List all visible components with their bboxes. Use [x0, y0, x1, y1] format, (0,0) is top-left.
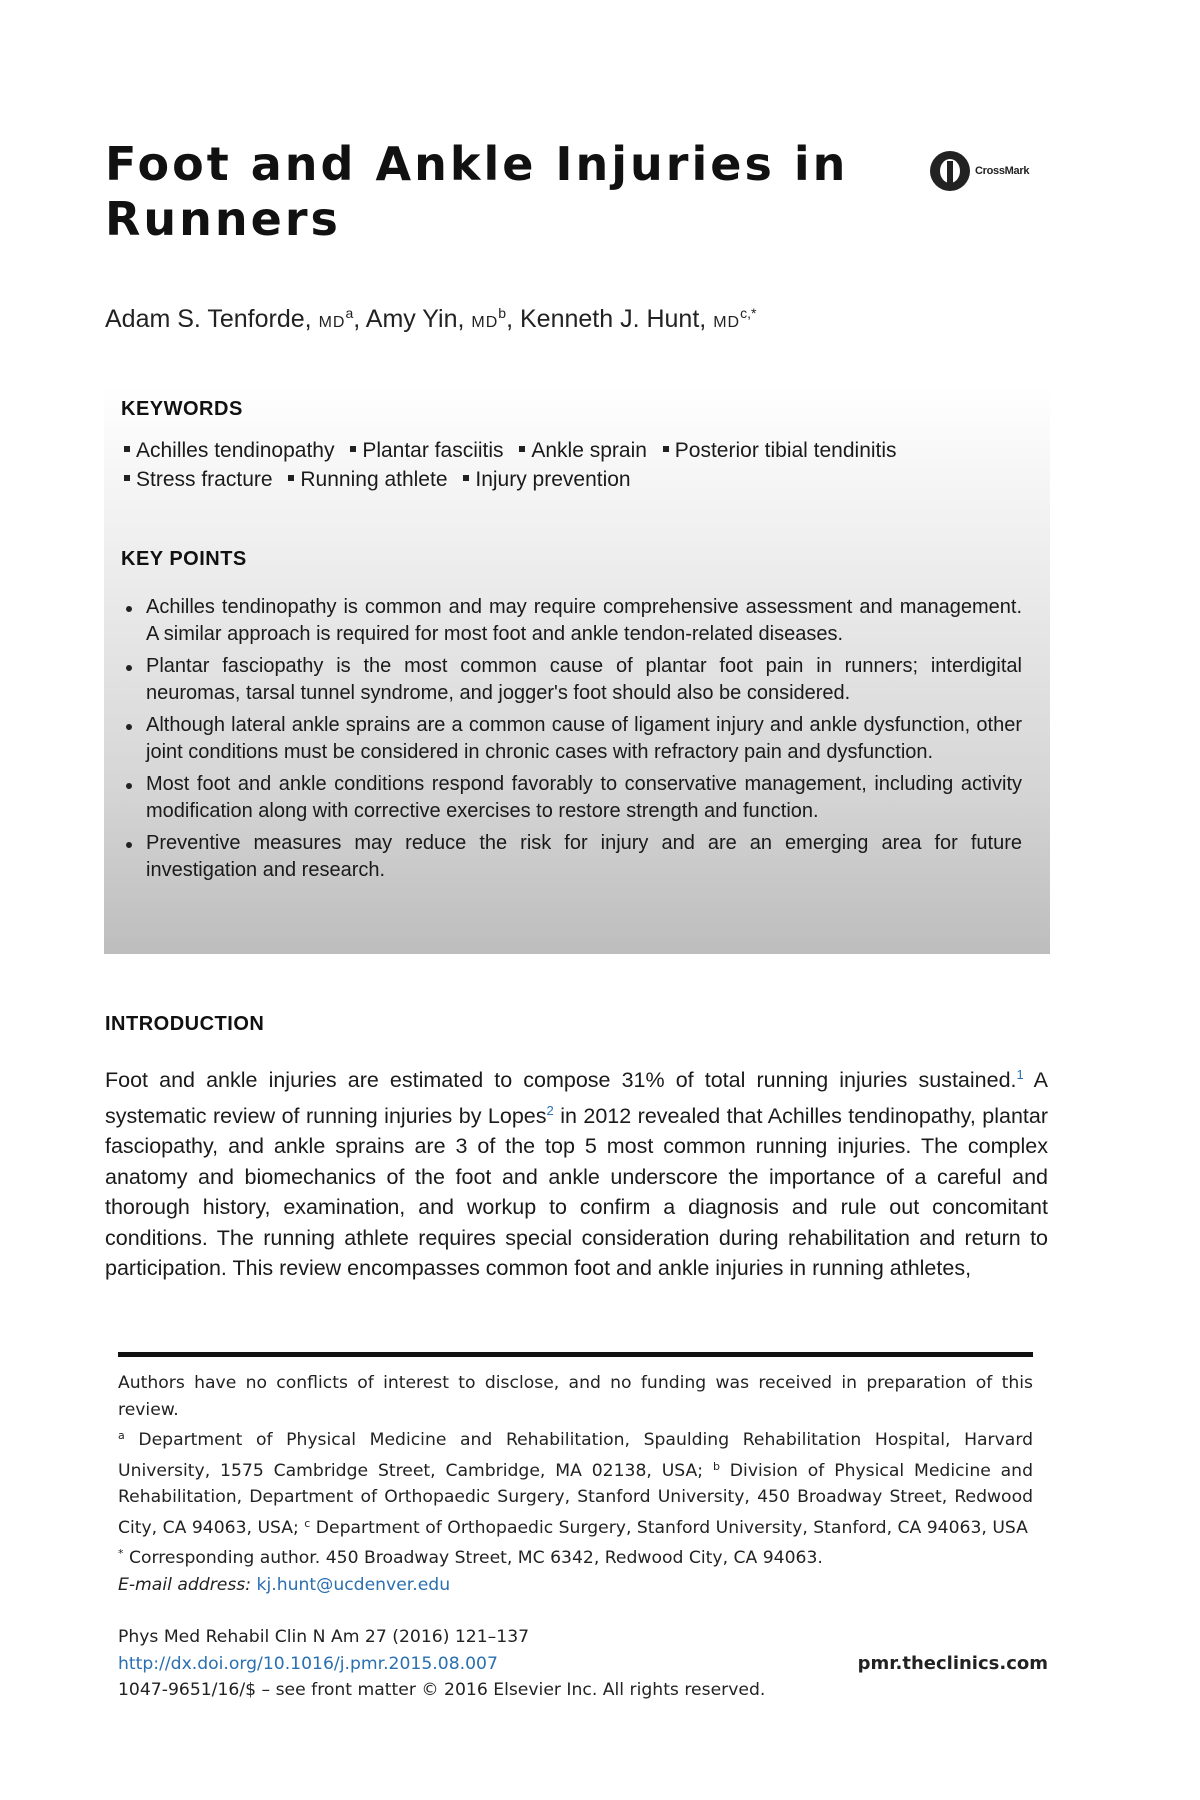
keyword: Injury prevention: [475, 468, 631, 491]
square-bullet-icon: [519, 446, 525, 452]
key-point-item: Achilles tendinopathy is common and may require comprehensive assessment and management. A similar approach is required for most foot and ankle tendon-related diseases.: [122, 594, 1022, 648]
crossmark-icon: [930, 151, 970, 191]
intro-text: Foot and ankle injuries are estimated to compose 31% of total running injuries sustained.: [105, 1068, 1017, 1092]
affiliation-mark: b: [712, 1459, 720, 1473]
author-name: Amy Yin: [365, 305, 458, 333]
affiliation-text: Department of Physical Medicine and Rehabilitation, Spaulding Rehabilitation Hospital, Harvard University, 1575 Cambridge Street, Cambridge, MA 02138, USA;: [118, 1430, 1033, 1481]
corresponding-text: Corresponding author. 450 Broadway Street, MC 6342, Redwood City, CA 94063.: [123, 1548, 823, 1568]
intro-text: A systematic review of running injuries by Lopes: [105, 1068, 1048, 1128]
intro-text: in 2012 revealed that Achilles tendinopathy, plantar fasciopathy, and ankle sprains are 3 of the top 5 most common running injuries. The complex anatomy and biomechanics of the foot and ankle underscore the importance of a careful and thorough history, examination, and workup to confirm a diagnosis and rule out concomitant conditions. The running athlete requires special consideration during rehabilitation and return to participation. This review encompasses common foot and ankle injuries in running athletes,: [105, 1103, 1048, 1280]
crossmark-label: CrossMark: [975, 165, 1030, 177]
title-line-2: Runners: [105, 192, 341, 246]
author-degree: MD: [471, 314, 499, 331]
conflicts-note: Authors have no conflicts of interest to disclose, and no funding was received in preparation of this review.: [118, 1373, 1033, 1420]
title-line-1: Foot and Ankle Injuries in: [105, 137, 849, 191]
keyword: Ankle sprain: [531, 439, 647, 462]
corresponding-note: [118, 1541, 1033, 1572]
square-bullet-icon: [350, 446, 356, 452]
affiliation-mark: a: [118, 1429, 125, 1442]
reference-link[interactable]: 2: [546, 1102, 554, 1118]
citation-block: [118, 1624, 1048, 1704]
corresponding-mark: *: [118, 1547, 124, 1560]
crossmark-badge[interactable]: [930, 148, 1052, 194]
footnote-divider: [118, 1352, 1033, 1357]
square-bullet-icon: [463, 475, 469, 481]
doi-link[interactable]: http://dx.doi.org/10.1016/j.pmr.2015.08.007: [118, 1653, 498, 1674]
key-point-item: Preventive measures may reduce the risk for injury and are an emerging area for future investigation and research.: [122, 830, 1022, 884]
keyword: Running athlete: [300, 468, 448, 491]
key-points-heading: KEY POINTS: [121, 548, 247, 570]
copyright-line: 1047-9651/16/$ – see front matter © 2016 Elsevier Inc. All rights reserved.: [118, 1680, 766, 1700]
reference-link[interactable]: 1: [1016, 1067, 1024, 1082]
email-link[interactable]: kj.hunt@ucdenver.edu: [256, 1574, 451, 1595]
key-point-item: Most foot and ankle conditions respond favorably to conservative management, including activity modification along with corrective exercises to restore strength and function.: [122, 771, 1022, 825]
affiliation-mark: a: [345, 305, 354, 321]
introduction-heading: INTRODUCTION: [105, 1013, 265, 1035]
email-line: [118, 1572, 1033, 1599]
keyword: Plantar fasciitis: [362, 439, 504, 462]
keyword: Achilles tendinopathy: [136, 439, 335, 462]
introduction-paragraph: [105, 1060, 1048, 1284]
author-name: Kenneth J. Hunt: [519, 305, 700, 333]
author-name: Adam S. Tenforde: [105, 305, 305, 333]
author-degree: MD: [318, 314, 346, 331]
affiliation-mark: b: [498, 305, 507, 321]
square-bullet-icon: [288, 475, 294, 481]
affiliation-text: Division of Physical Medicine and Rehabilitation, Department of Orthopaedic Surgery, Stanford University, 450 Broadway Street, Redwood City, CA 94063, USA;: [118, 1460, 1033, 1538]
author-degree: MD: [713, 314, 741, 331]
footnotes: [118, 1370, 1033, 1598]
article-title: [105, 137, 865, 247]
email-label: E-mail address:: [118, 1574, 252, 1595]
keywords-heading: KEYWORDS: [121, 398, 243, 420]
key-point-item: Plantar fasciopathy is the most common cause of plantar foot pain in runners; interdigital neuromas, tarsal tunnel syndrome, and jogger's foot should also be considered.: [122, 653, 1022, 707]
author-list: Adam S. Tenforde, $MD^a$, Amy Yin, $MD^b$, Kenneth J. Hunt, $MD^{c,*}$: [105, 305, 757, 333]
journal-citation: Phys Med Rehabil Clin N Am 27 (2016) 121–137: [118, 1627, 530, 1647]
affiliation-text: Department of Orthopaedic Surgery, Stanford University, Stanford, CA 94063, USA: [310, 1517, 1028, 1538]
keyword: Stress fracture: [136, 468, 273, 491]
square-bullet-icon: [124, 475, 130, 481]
affiliation-mark: c,*: [740, 305, 757, 321]
keywords-list: [122, 436, 1042, 494]
keywords-keypoints-box: [104, 384, 1050, 954]
keyword: Posterior tibial tendinitis: [674, 439, 897, 462]
affiliation-mark: c: [304, 1516, 311, 1530]
journal-site-link[interactable]: pmr.theclinics.com: [857, 1652, 1048, 1674]
key-point-item: Although lateral ankle sprains are a common cause of ligament injury and ankle dysfunction, other joint conditions must be considered in chronic cases with refractory pain and dysfunction.: [122, 712, 1022, 766]
square-bullet-icon: [124, 446, 130, 452]
affiliations-note: [118, 1423, 1033, 1541]
square-bullet-icon: [663, 446, 669, 452]
key-points-list: [122, 594, 1022, 889]
